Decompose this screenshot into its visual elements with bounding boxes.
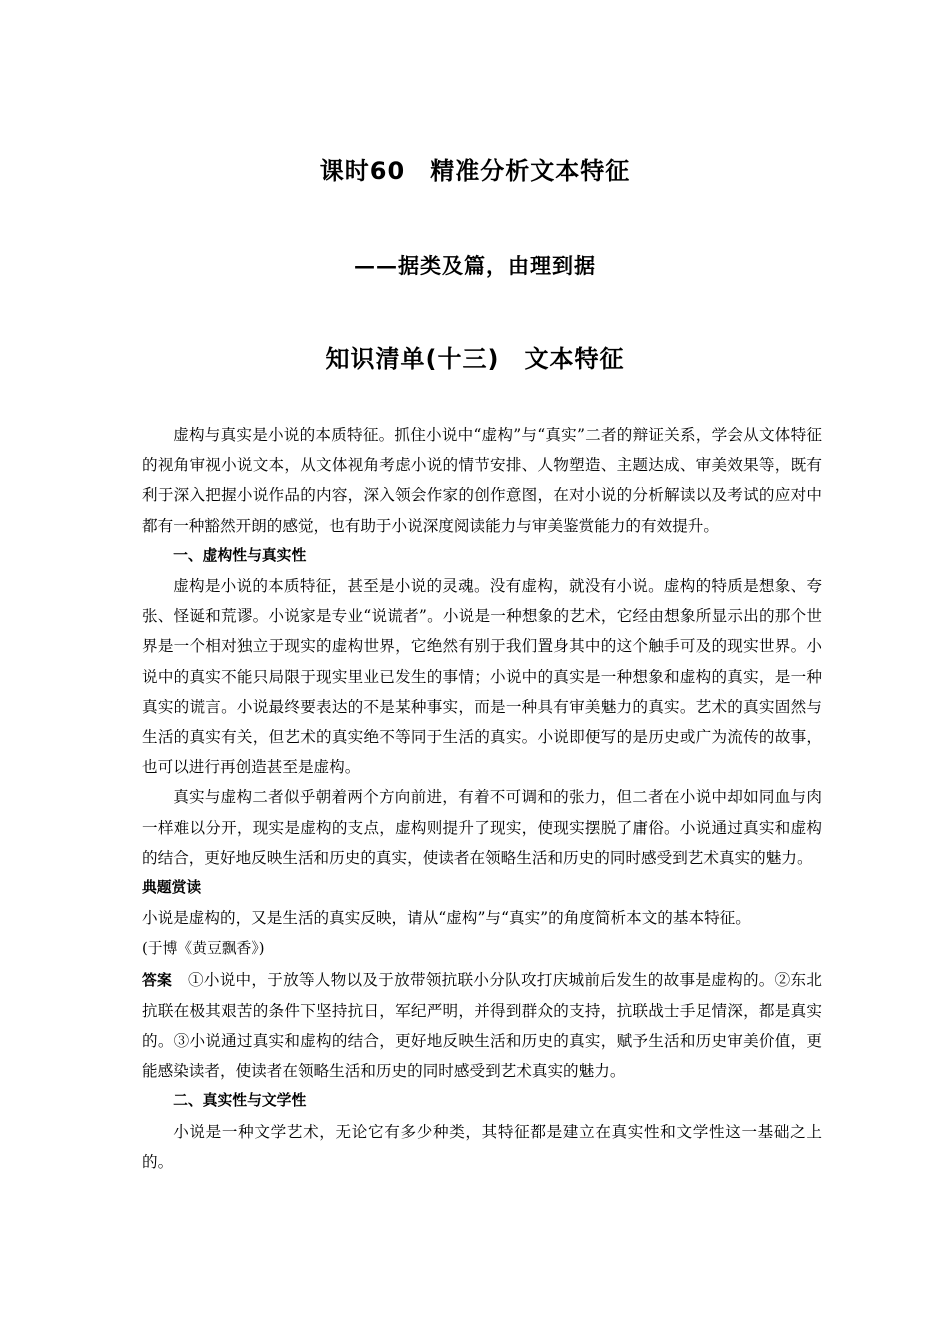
answer-paragraph — [142, 965, 822, 1087]
paragraph-reality-fiction: 真实与虚构二者似乎朝着两个方向前进，有着不可调和的张力，但二者在小说中却如同血与肉一样难以分开，现实是虚构的支点，虚构则提升了现实，使现实摆脱了庸俗。小说通过真实和虚构的结合，更好地反映生活和历史的真实，使读者在领略生活和历史的同时感受到艺术真实的魅力。 — [142, 788, 822, 867]
lesson-subtitle: ——据类及篇，由理到据 — [354, 253, 596, 278]
heading-reality-literariness: 二、真实性与文学性 — [173, 1092, 307, 1110]
question-body: 小说是虚构的，又是生活的真实反映，请从“虚构”与“真实”的角度简析本文的基本特征。 — [142, 909, 751, 928]
heading-fiction-reality: 一、虚构性与真实性 — [173, 546, 307, 564]
document-body — [142, 420, 822, 1177]
intro-paragraph: 虚构与真实是小说的本质特征。抓住小说中“虚构”与“真实”二者的辩证关系，学会从文体特征的视角审视小说文本，从文体视角考虑小说的情节安排、人物塑造、主题达成、审美效果等，既有利于深入把握小说作品的内容，深入领会作家的创作意图，在对小说的分析解读以及考试的应对中都有一种豁然开朗的感觉，也有助于小说深度阅读能力与审美鉴赏能力的有效提升。 — [142, 426, 822, 535]
answer-text: ①小说中，于放等人物以及于放带领抗联小分队攻打庆城前后发生的故事是虚构的。②东北抗联在极其艰苦的条件下坚持抗日，军纪严明，并得到群众的支持，抗联战士手足情深，都是真实的。③小说通过真实和虚构的结合，更好地反映生活和历史的真实，赋予生活和历史审美价值，更能感染读者，使读者在领略生活和历史的同时感受到艺术真实的魅力。 — [142, 970, 822, 1081]
question-text — [142, 903, 822, 964]
answer-label: 答案 — [142, 971, 173, 989]
example-label: 典题赏读 — [142, 879, 202, 897]
paragraph-literariness: 小说是一种文学艺术，无论它有多少种类，其特征都是建立在真实性和文学性这一基础之上的。 — [142, 1122, 822, 1171]
section-title: 知识清单(十三) 文本特征 — [325, 345, 625, 373]
lesson-title: 课时60 精准分析文本特征 — [319, 157, 631, 185]
question-source: (于博《黄豆飘香》) — [142, 940, 265, 958]
paragraph-fiction: 虚构是小说的本质特征，甚至是小说的灵魂。没有虚构，就没有小说。虚构的特质是想象、夸张、怪诞和荒谬。小说家是专业“说谎者”。小说是一种想象的艺术，它经由想象所显示出的那个世界是一个相对独立于现实的虚构世界，它绝然有别于我们置身其中的这个触手可及的现实世界。小说中的真实不能只局限于现实里业已发生的事情；小说中的真实是一种想象和虚构的真实，是一种真实的谎言。小说最终要表达的不是某种事实，而是一种具有审美魅力的真实。艺术的真实固然与生活的真实有关，但艺术的真实绝不等同于生活的真实。小说即便写的是历史或广为流传的故事，也可以进行再创造甚至是虚构。 — [142, 577, 822, 777]
